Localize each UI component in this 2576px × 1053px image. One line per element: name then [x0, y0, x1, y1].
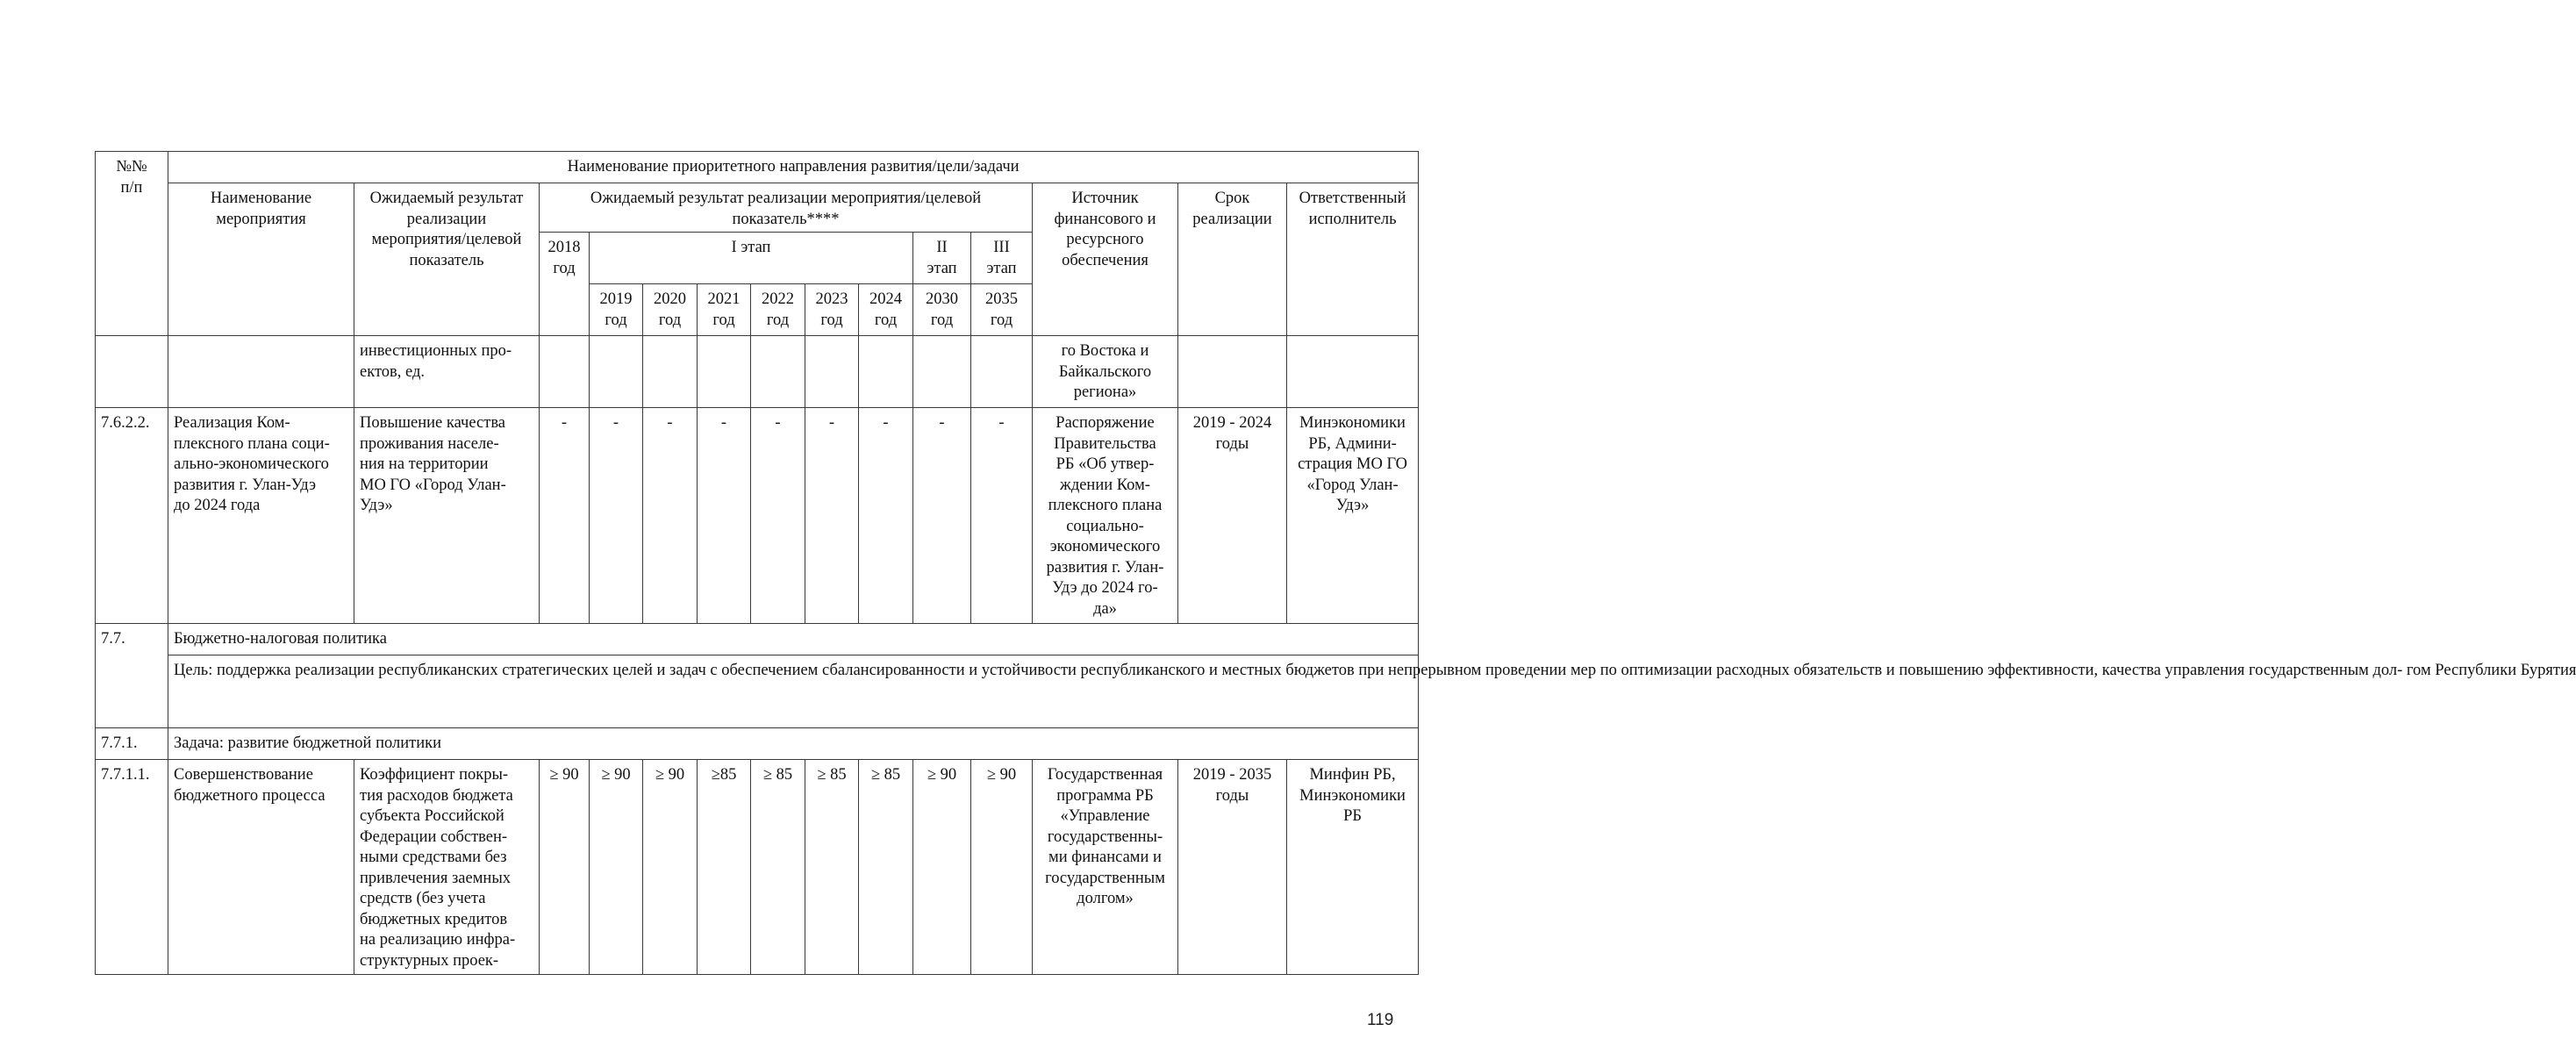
cell-term: 2019 - 2035 годы	[1178, 760, 1287, 975]
cell-num: 7.6.2.2.	[96, 408, 168, 624]
cell-num: 7.7.1.	[96, 728, 168, 760]
cell-source: Государственная программа РБ «Управление государственны- ми финансами и государственным долгом»	[1033, 760, 1178, 975]
header-measure-name: Наименование мероприятия	[168, 183, 354, 336]
cell-value: ≥ 90	[590, 760, 643, 975]
table-row-7622	[96, 408, 1419, 624]
cell-value: ≥ 85	[805, 760, 859, 975]
cell-value: ≥ 85	[751, 760, 805, 975]
header-year: 2020 год	[643, 284, 698, 336]
cell-task-title: Задача: развитие бюджетной политики	[168, 728, 1419, 760]
cell-num	[96, 336, 168, 408]
cell-num: 7.7.1.1.	[96, 760, 168, 975]
header-num: №№ п/п	[96, 152, 168, 336]
header-year: 2019 год	[590, 284, 643, 336]
table-row-77-goal	[96, 655, 1419, 728]
cell-name: Реализация Ком- плексного плана соци- ально-экономического развития г. Улан-Удэ до 2024 года	[168, 408, 354, 624]
header-source: Источник финансового и ресурсного обеспечения	[1033, 183, 1178, 336]
cell-value: -	[643, 408, 698, 624]
header-expected-result: Ожидаемый результат реализации мероприятия/целевой показатель	[354, 183, 540, 336]
cell-value	[805, 336, 859, 408]
header-year: 2024 год	[859, 284, 913, 336]
header-row-1	[96, 152, 1419, 183]
cell-value: ≥ 90	[643, 760, 698, 975]
header-year: 2035 год	[971, 284, 1033, 336]
cell-responsible	[1287, 336, 1419, 408]
header-responsible: Ответственный исполнитель	[1287, 183, 1419, 336]
header-row-2	[96, 183, 1419, 233]
table-row-7711	[96, 760, 1419, 975]
cell-value	[751, 336, 805, 408]
cell-value: -	[751, 408, 805, 624]
cell-value	[643, 336, 698, 408]
cell-name	[168, 336, 354, 408]
header-year: 2023 год	[805, 284, 859, 336]
header-year: 2030 год	[913, 284, 971, 336]
cell-value: ≥ 90	[913, 760, 971, 975]
cell-value: -	[805, 408, 859, 624]
cell-result: Повышение качества проживания населе- ния на территории МО ГО «Город Улан- Удэ»	[354, 408, 540, 624]
cell-name: Совершенствование бюджетного процесса	[168, 760, 354, 975]
table-row-continuation	[96, 336, 1419, 408]
cell-term: 2019 - 2024 годы	[1178, 408, 1287, 624]
cell-value: -	[540, 408, 590, 624]
cell-source: го Востока и Байкальского региона»	[1033, 336, 1178, 408]
header-year: 2021 год	[698, 284, 751, 336]
cell-value: -	[971, 408, 1033, 624]
cell-responsible: Минэкономики РБ, Админи- страция МО ГО «Город Улан- Удэ»	[1287, 408, 1419, 624]
cell-value: -	[698, 408, 751, 624]
page-number: 119	[1367, 1011, 1394, 1029]
cell-result: Коэффициент покры- тия расходов бюджета субъекта Российской Федерации собствен- ными средствами без привлечения заемных средств (без учета бюджетных кредитов на реализацию инфра- структурных проек-	[354, 760, 540, 975]
strategy-table	[95, 151, 2576, 975]
cell-responsible: Минфин РБ, Минэкономики РБ	[1287, 760, 1419, 975]
header-term: Срок реализации	[1178, 183, 1287, 336]
header-stage-2: II этап	[913, 233, 971, 284]
cell-value: ≥ 90	[971, 760, 1033, 975]
header-year-2018: 2018 год	[540, 233, 590, 336]
cell-value: ≥85	[698, 760, 751, 975]
cell-term	[1178, 336, 1287, 408]
cell-value	[913, 336, 971, 408]
cell-num: 7.7.	[96, 624, 168, 728]
cell-value: -	[590, 408, 643, 624]
table-row-771	[96, 728, 1419, 760]
cell-value: ≥ 90	[540, 760, 590, 975]
cell-value: -	[913, 408, 971, 624]
header-stage-3: III этап	[971, 233, 1033, 284]
cell-value: -	[859, 408, 913, 624]
cell-value	[971, 336, 1033, 408]
cell-value	[859, 336, 913, 408]
header-direction: Наименование приоритетного направления развития/цели/задачи	[168, 152, 1419, 183]
header-stage-1: I этап	[590, 233, 913, 284]
table-row-77-title	[96, 624, 1419, 655]
cell-source: Распоряжение Правительства РБ «Об утвер- ждении Ком- плексного плана социально- экономического развития г. Улан- Удэ до 2024 го- да»	[1033, 408, 1178, 624]
cell-goal: Цель: поддержка реализации республиканских стратегических целей и задач с обеспечением сбалансированности и устойчивости республиканского и местных бюджетов при непрерывном проведении мер по оптимизации расходных обязательств и повышению эффективности, качества управления государственным дол- гом Республики Бурятия	[168, 655, 1419, 728]
cell-value: ≥ 85	[859, 760, 913, 975]
cell-value	[698, 336, 751, 408]
header-expected-by-year: Ожидаемый результат реализации мероприятия/целевой показатель****	[540, 183, 1033, 233]
header-year: 2022 год	[751, 284, 805, 336]
cell-value	[540, 336, 590, 408]
cell-value	[590, 336, 643, 408]
cell-section-title: Бюджетно-налоговая политика	[168, 624, 1419, 655]
cell-result: инвестиционных про- ектов, ед.	[354, 336, 540, 408]
